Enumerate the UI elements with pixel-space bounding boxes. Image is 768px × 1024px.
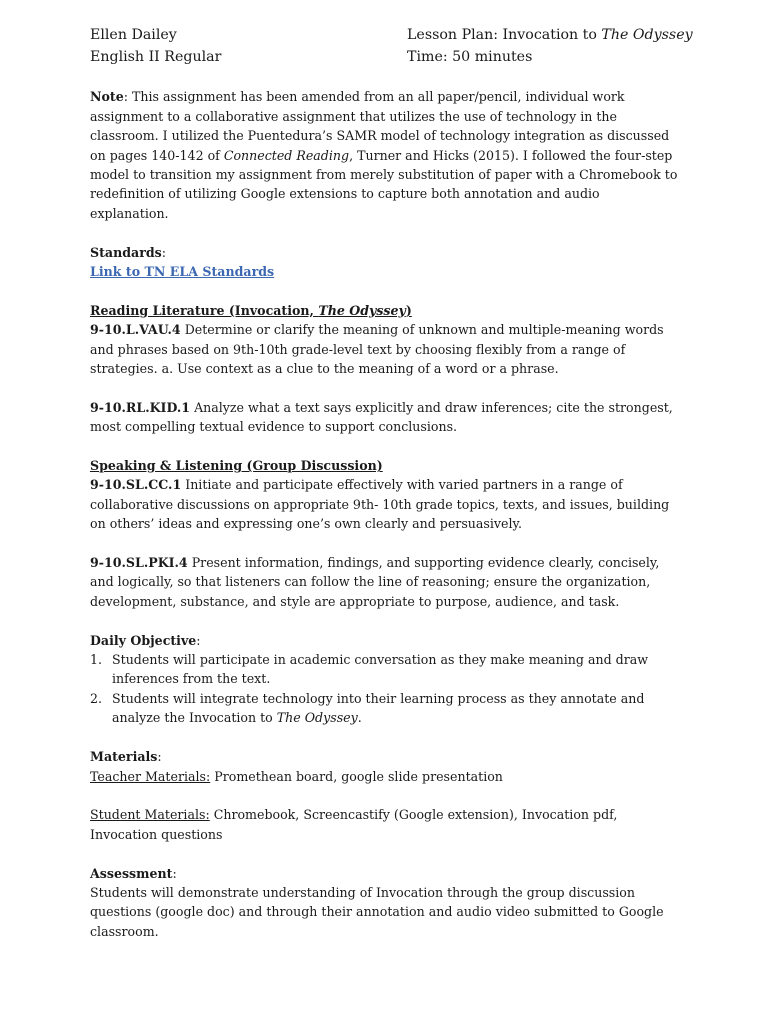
assessment-text: Students will demonstrate understanding of Invocation through the group discussion questions (google doc) and through their annotation and audio video submitted to Google classroom. bbox=[90, 884, 664, 939]
reading-literature-heading: Reading Literature (Invocation, The Odyssey) bbox=[90, 302, 412, 318]
header-right bbox=[407, 24, 693, 68]
teacher-materials: Teacher Materials: Promethean board, google slide presentation bbox=[90, 768, 503, 784]
student-materials: Student Materials: Chromebook, Screencastify (Google extension), Invocation pdf, Invocation questions bbox=[90, 807, 618, 842]
standard-code: 9-10.SL.CC.1 bbox=[90, 477, 182, 493]
teacher-materials-label: Teacher Materials: bbox=[90, 768, 211, 784]
document-body bbox=[90, 87, 680, 941]
daily-objective-heading: Daily Objective: bbox=[90, 632, 201, 648]
standard-code: 9-10.SL.PKI.4 bbox=[90, 555, 188, 571]
document-header bbox=[90, 24, 693, 68]
standard-item: 9-10.RL.KID.1 Analyze what a text says explicitly and draw inferences; cite the strongest, most compelling textual evidence to support conclusions. bbox=[90, 399, 673, 435]
assessment-heading: Assessment: bbox=[90, 865, 177, 881]
note-paragraph: Note: This assignment has been amended from an all paper/pencil, individual work assignment to a collaborative assignment that utilizes the use of technology in the classroom. I utilized the Puentedura’s SAMR model of technology integration as discussed on pages 140-142 of Connected Reading, Turner and Hicks (2015). I followed the four-step model to transition my assignment from merely substitution of paper with a Chromebook to redefinition of utilizing Google extensions to capture both annotation and audio explanation. bbox=[90, 89, 678, 221]
lesson-title: Lesson Plan: Invocation to The Odyssey bbox=[407, 27, 693, 43]
lesson-time: Time: 50 minutes bbox=[407, 49, 533, 65]
speaking-listening-heading: Speaking & Listening (Group Discussion) bbox=[90, 458, 383, 474]
standard-item: 9-10.SL.CC.1 Initiate and participate effectively with varied partners in a range of collaborative discussions on appropriate 9th- 10th grade topics, texts, and issues, building on others’ ideas and expressing one’s own clearly and persuasively. bbox=[90, 477, 670, 532]
tn-ela-standards-link[interactable]: Link to TN ELA Standards bbox=[90, 264, 275, 280]
student-materials-label: Student Materials: bbox=[90, 807, 210, 823]
standards-heading: Standards: bbox=[90, 244, 166, 260]
objective-list bbox=[90, 650, 680, 728]
standard-code: 9-10.L.VAU.4 bbox=[90, 322, 181, 338]
author-name: Ellen Dailey bbox=[90, 27, 177, 43]
list-item: 1. Students will participate in academic conversation as they make meaning and draw inferences from the text. bbox=[90, 652, 649, 687]
standard-code: 9-10.RL.KID.1 bbox=[90, 399, 191, 415]
list-item: 2. Students will integrate technology into their learning process as they annotate and analyze the Invocation to The Odyssey. bbox=[90, 690, 645, 726]
standard-item: 9-10.L.VAU.4 Determine or clarify the meaning of unknown and multiple-meaning words and phrases based on 9th-10th grade-level text by choosing flexibly from a range of strategies. a. Use context as a clue to the meaning of a word or a phrase. bbox=[90, 322, 664, 377]
note-label: Note bbox=[90, 89, 124, 105]
standard-item: 9-10.SL.PKI.4 Present information, findings, and supporting evidence clearly, concisely, and logically, so that listeners can follow the line of reasoning; ensure the organization, development, substance, and style are appropriate to purpose, audience, and task. bbox=[90, 555, 660, 609]
lesson-plan-page bbox=[90, 24, 693, 941]
header-left bbox=[90, 24, 221, 68]
book-title: Connected Reading bbox=[223, 147, 350, 163]
materials-heading: Materials: bbox=[90, 749, 162, 765]
course-name: English II Regular bbox=[90, 49, 222, 65]
